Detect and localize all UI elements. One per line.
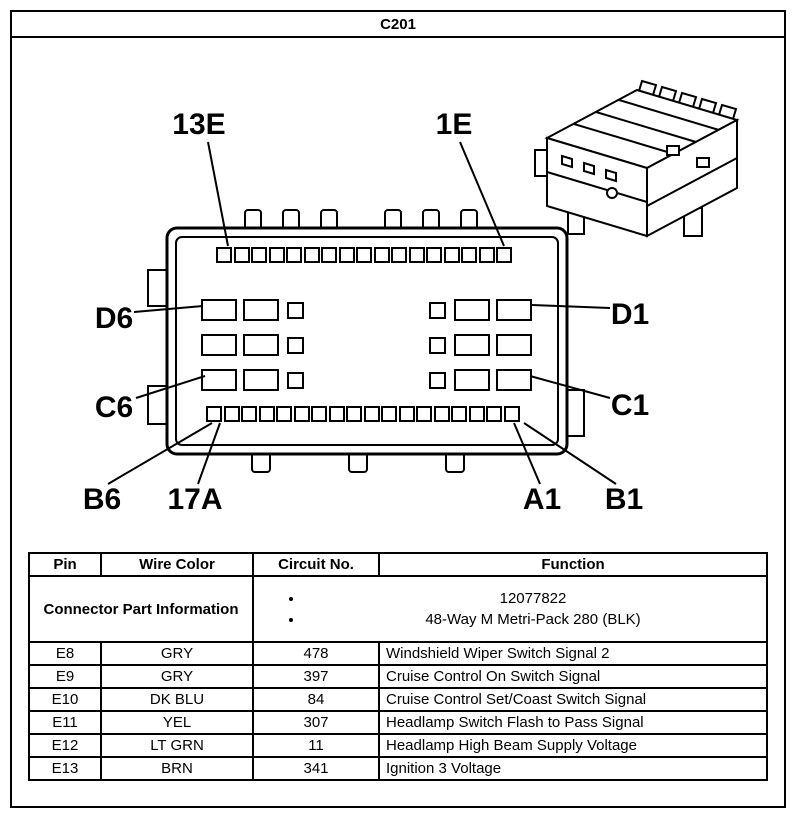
table-row: [29, 665, 767, 688]
pinout-table: [28, 552, 768, 781]
table-row: [29, 734, 767, 757]
manual-page: [10, 10, 786, 808]
circuit-no-cell: 84: [253, 688, 379, 711]
pin-label-b6: B6: [82, 483, 122, 516]
pin-contact: [487, 407, 501, 421]
pin-contact: [340, 248, 354, 262]
pin-label-c1: C1: [610, 389, 650, 422]
pin-contact: [430, 373, 445, 388]
circuit-no-cell: 478: [253, 642, 379, 665]
pin-contact: [270, 248, 284, 262]
part-description: • 48-Way M Metri-Pack 280 (BLK): [304, 611, 762, 628]
connector-id-text: C201: [380, 15, 416, 33]
pin-contact: [202, 335, 236, 355]
pin-contact: [455, 370, 489, 390]
pin-contact: [505, 407, 519, 421]
wire-color-cell: BRN: [101, 757, 253, 780]
part-number: • 12077822: [304, 590, 762, 607]
pin-label-1e: 1E: [435, 108, 473, 141]
pin-contact: [455, 300, 489, 320]
pin-contact: [330, 407, 344, 421]
pin-contact: [235, 248, 249, 262]
pin-contact: [497, 248, 511, 262]
pin-cell: E9: [29, 665, 101, 688]
pin-contact: [480, 248, 494, 262]
wire-color-cell: YEL: [101, 711, 253, 734]
pin-contact: [455, 335, 489, 355]
pin-contact: [410, 248, 424, 262]
part-info-values: [253, 576, 767, 642]
circuit-no-cell: 307: [253, 711, 379, 734]
pin-contact: [202, 370, 236, 390]
table-row: [29, 688, 767, 711]
pin-label-a1: A1: [522, 483, 562, 516]
pin-contact: [365, 407, 379, 421]
pin-contact: [357, 248, 371, 262]
pin-cell: E13: [29, 757, 101, 780]
wire-color-cell: GRY: [101, 642, 253, 665]
pin-contact: [287, 248, 301, 262]
pin-contact: [295, 407, 309, 421]
wire-color-cell: DK BLU: [101, 688, 253, 711]
pin-contact: [400, 407, 414, 421]
function-cell: Headlamp High Beam Supply Voltage: [379, 734, 767, 757]
pin-cell: E11: [29, 711, 101, 734]
pin-contact: [497, 370, 531, 390]
pin-contact: [252, 248, 266, 262]
circuit-no-cell: 341: [253, 757, 379, 780]
table-row: [29, 757, 767, 780]
pin-contact: [225, 407, 239, 421]
pin-label-b1: B1: [604, 483, 644, 516]
header-pin: Pin: [29, 553, 101, 576]
pin-contact: [417, 407, 431, 421]
pin-contact: [322, 248, 336, 262]
pin-contact: [244, 335, 278, 355]
pin-contact: [445, 248, 459, 262]
pin-contact: [217, 248, 231, 262]
pin-label-d6: D6: [94, 302, 134, 335]
pin-label-17a: 17A: [167, 483, 223, 516]
pin-contact: [244, 300, 278, 320]
part-info-title: Connector Part Information: [29, 576, 253, 642]
pin-contact: [288, 338, 303, 353]
pin-contact: [497, 335, 531, 355]
function-cell: Cruise Control On Switch Signal: [379, 665, 767, 688]
pin-contact: [244, 370, 278, 390]
function-cell: Ignition 3 Voltage: [379, 757, 767, 780]
terminal-block-left: [202, 300, 303, 390]
pin-label-13e: 13E: [172, 108, 226, 141]
header-wire-color: Wire Color: [101, 553, 253, 576]
connector-id-header: [12, 12, 784, 38]
pin-contact: [427, 248, 441, 262]
pin-contact: [288, 303, 303, 318]
pin-contact: [202, 300, 236, 320]
pin-contact: [347, 407, 361, 421]
pin-contact: [452, 407, 466, 421]
pin-contact: [312, 407, 326, 421]
pin-contact: [207, 407, 221, 421]
terminal-row-top: [217, 248, 511, 262]
terminal-block-right: [430, 300, 531, 390]
header-circuit-no: Circuit No.: [253, 553, 379, 576]
connector-diagram-svg: [12, 38, 784, 552]
pin-contact: [435, 407, 449, 421]
pin-contact: [242, 407, 256, 421]
pin-cell: E12: [29, 734, 101, 757]
connector-isometric-view: [535, 81, 737, 236]
pinout-header-row: [29, 553, 767, 576]
pin-contact: [392, 248, 406, 262]
pin-contact: [277, 407, 291, 421]
pin-contact: [470, 407, 484, 421]
pin-contact: [382, 407, 396, 421]
pin-contact: [462, 248, 476, 262]
function-cell: Windshield Wiper Switch Signal 2: [379, 642, 767, 665]
wire-color-cell: GRY: [101, 665, 253, 688]
pin-contact: [288, 373, 303, 388]
pin-label-d1: D1: [610, 298, 650, 331]
pin-cell: E8: [29, 642, 101, 665]
circuit-no-cell: 11: [253, 734, 379, 757]
part-info-row: [29, 576, 767, 642]
pin-contact: [260, 407, 274, 421]
function-cell: Headlamp Switch Flash to Pass Signal: [379, 711, 767, 734]
pin-contact: [375, 248, 389, 262]
part-info-list: [258, 590, 762, 628]
pin-label-c6: C6: [94, 391, 134, 424]
function-cell: Cruise Control Set/Coast Switch Signal: [379, 688, 767, 711]
wire-color-cell: LT GRN: [101, 734, 253, 757]
header-function: Function: [379, 553, 767, 576]
circuit-no-cell: 397: [253, 665, 379, 688]
table-row: [29, 642, 767, 665]
connector-tables: [12, 552, 784, 781]
pin-contact: [497, 300, 531, 320]
table-row: [29, 711, 767, 734]
pin-contact: [430, 303, 445, 318]
pin-cell: E10: [29, 688, 101, 711]
connector-diagram: [12, 38, 784, 552]
pin-contact: [430, 338, 445, 353]
pin-contact: [305, 248, 319, 262]
